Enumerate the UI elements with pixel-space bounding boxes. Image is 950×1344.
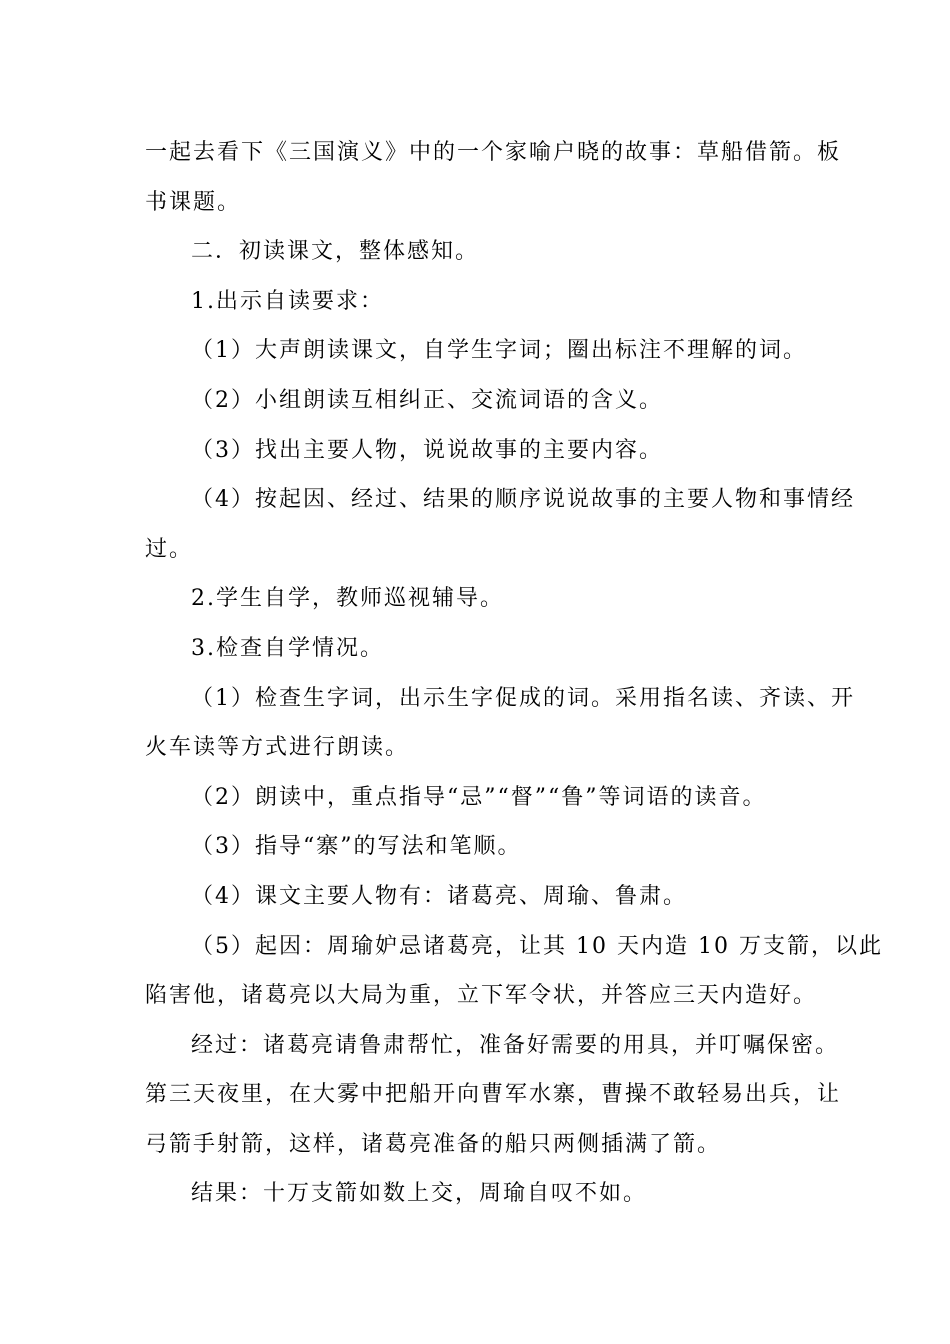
list-item: （3）找出主要人物，说说故事的主要内容。	[191, 437, 663, 463]
document-body	[145, 128, 883, 1219]
list-item: （4）课文主要人物有：诸葛亮、周瑜、鲁肃。	[191, 883, 687, 909]
list-item: （3）指导“寨”的写法和笔顺。	[191, 834, 522, 860]
paragraph-line: 火车读等方式进行朗读。	[145, 735, 410, 761]
paragraph-line: 结果：十万支箭如数上交，周瑜自叹不如。	[191, 1181, 648, 1207]
list-item: （2）小组朗读互相纠正、交流词语的含义。	[191, 387, 663, 413]
list-item: （1）检查生字词，出示生字促成的词。采用指名读、齐读、开	[191, 685, 855, 711]
paragraph-line: 过。	[145, 536, 194, 562]
paragraph-line: 一起去看下《三国演义》中的一个家喻户晓的故事：草船借箭。板	[145, 140, 842, 165]
paragraph-line: 陷害他，诸葛亮以大局为重，立下军令状，并答应三天内造好。	[145, 983, 818, 1009]
paragraph-line: 书课题。	[145, 189, 242, 215]
list-item: 3.检查自学情况。	[191, 635, 384, 661]
paragraph-line: 经过：诸葛亮请鲁肃帮忙，准备好需要的用具，并叮嘱保密。	[191, 1032, 840, 1058]
list-item: （4）按起因、经过、结果的顺序说说故事的主要人物和事情经	[191, 487, 855, 513]
paragraph-line: 弓箭手射箭，这样，诸葛亮准备的船只两侧插满了箭。	[145, 1131, 722, 1157]
list-item: 2.学生自学，教师巡视辅导。	[191, 586, 504, 612]
list-item: （2）朗读中，重点指导“忌”“督”“鲁”等词语的读音。	[191, 784, 767, 810]
section-heading: 二．初读课文，整体感知。	[191, 239, 480, 265]
list-item: 1.出示自读要求：	[191, 288, 384, 314]
list-item: （5）起因：周瑜妒忌诸葛亮，让其 10 天内造 10 万支箭，以此	[191, 933, 883, 959]
list-item: （1）大声朗读课文，自学生字词；圈出标注不理解的词。	[191, 338, 807, 364]
paragraph-line: 第三天夜里，在大雾中把船开向曹军水寨，曹操不敢轻易出兵，让	[145, 1082, 842, 1108]
